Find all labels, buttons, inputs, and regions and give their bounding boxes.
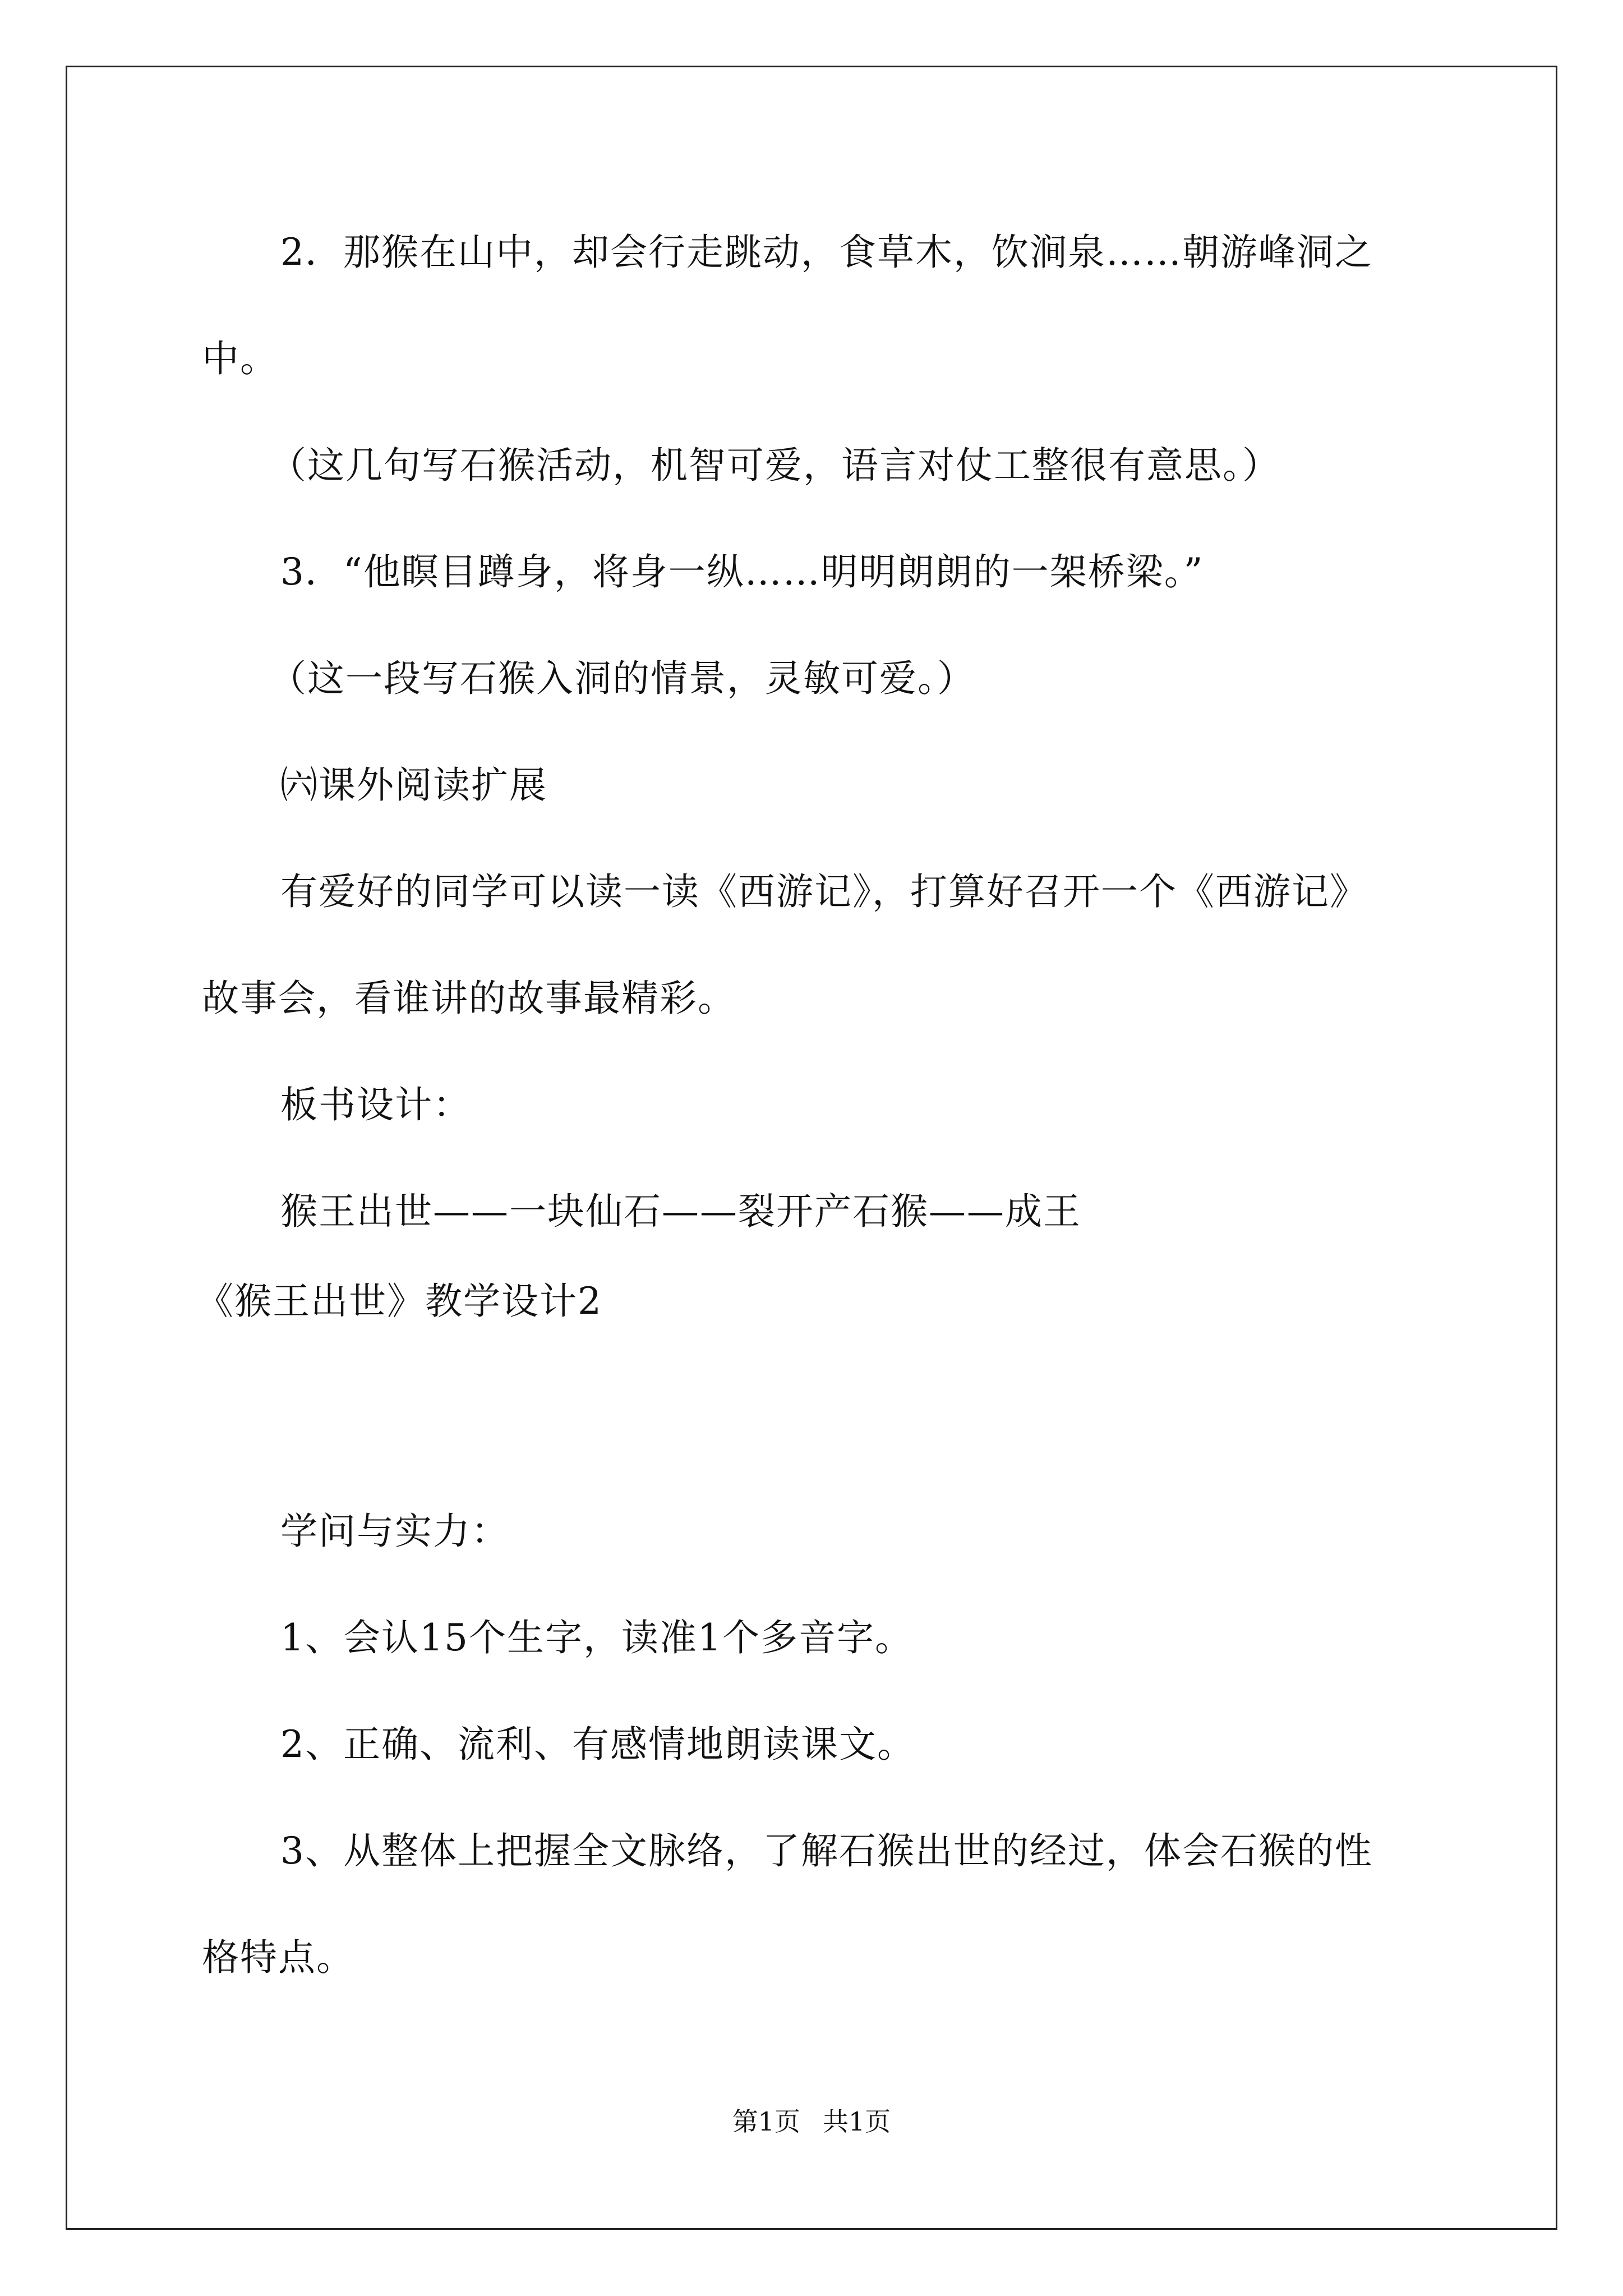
paragraph-line-7: 有爱好的同学可以读一读《西游记》，打算好召开一个《西游记》 [280,870,1368,913]
paragraph-line-12: 学问与实力： [280,1510,509,1553]
paragraph-line-3: （这几句写石猴活动，机智可爱，语言对仗工整很有意思。） [269,444,1280,487]
board-design-content: 猴王出世——一块仙石——裂开产石猴——成王 [280,1190,1081,1233]
paragraph-line-8: 故事会，看谁讲的故事最精彩。 [202,977,736,1020]
document-title: 《猴王出世》教学设计2 [196,1280,602,1323]
paragraph-line-13: 1、会认15个生字，读准1个多音字。 [280,1616,913,1659]
paragraph-line-4: 3．“他瞑目蹲身，将身一纵……明明朗朗的一架桥梁。” [280,550,1204,593]
paragraph-line-1: 2．那猴在山中，却会行走跳动，食草木，饮涧泉……朝游峰洞之 [280,231,1373,274]
paragraph-line-15: 3、从整体上把握全文脉络，了解石猴出世的经过，体会石猴的性 [280,1829,1373,1872]
paragraph-line-14: 2、正确、流利、有感情地朗读课文。 [280,1723,915,1766]
page-number-total: 共1页 [823,2106,891,2137]
page-border [66,66,1557,2230]
board-design-label: 板书设计： [280,1083,471,1126]
paragraph-line-5: （这一段写石猴入洞的情景，灵敏可爱。） [269,657,975,700]
paragraph-line-16: 格特点。 [202,1936,354,1979]
page-number-current: 第1页 [732,2106,800,2137]
paragraph-line-2: 中。 [202,337,278,380]
page-footer [0,2105,1623,2138]
section-heading: ㈥课外阅读扩展 [280,763,547,807]
